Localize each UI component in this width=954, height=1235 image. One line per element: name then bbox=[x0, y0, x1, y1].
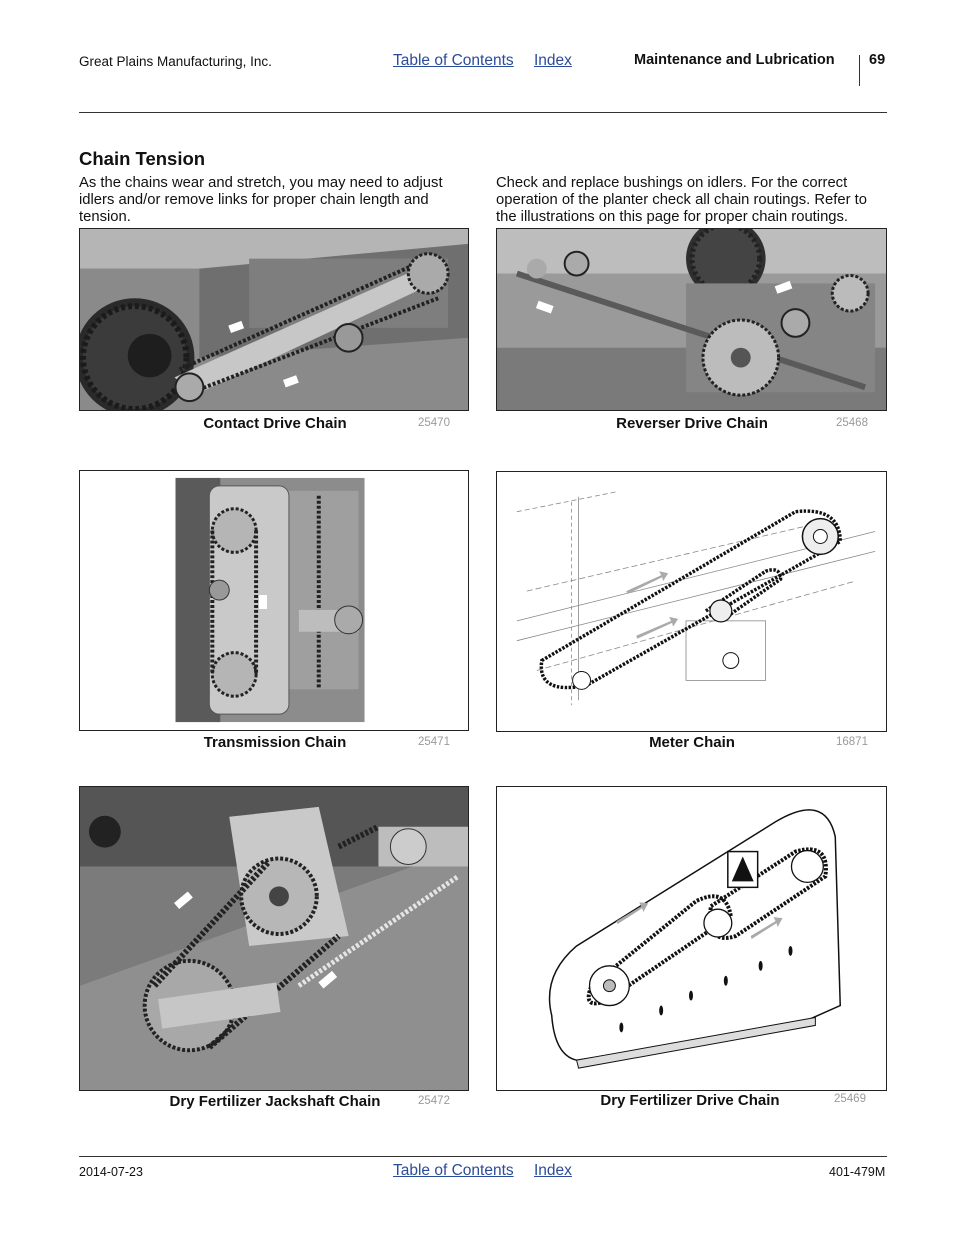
contact-drive-chain-caption: Contact Drive Chain bbox=[203, 415, 347, 432]
meter-chain-number: 16871 bbox=[836, 736, 868, 748]
footer-index-link[interactable]: Index bbox=[534, 1162, 572, 1179]
section-name: Maintenance and Lubrication bbox=[634, 52, 835, 68]
reverser-drive-chain-caption: Reverser Drive Chain bbox=[616, 415, 768, 432]
jackshaft-chain-caption: Dry Fertilizer Jackshaft Chain bbox=[169, 1093, 381, 1110]
intro-right-line: Check and replace bushings on idlers. For the correct bbox=[496, 175, 848, 191]
transmission-chain-number: 25471 bbox=[418, 736, 450, 748]
intro-left bbox=[79, 175, 479, 226]
meter-chain-caption: Meter Chain bbox=[649, 734, 735, 751]
page-number: 69 bbox=[869, 52, 886, 68]
intro-left-line: As the chains wear and stretch, you may need to adjust bbox=[79, 175, 443, 191]
header-index-link[interactable]: Index bbox=[534, 52, 572, 69]
section-title: Chain Tension bbox=[79, 148, 206, 169]
intro-right bbox=[496, 175, 896, 226]
fertilizer-drive-chain-caption: Dry Fertilizer Drive Chain bbox=[600, 1092, 780, 1109]
header-divider bbox=[859, 55, 860, 86]
intro-right-line: the illustrations on this page for proper chain routings. bbox=[496, 209, 849, 225]
header-rule bbox=[79, 112, 887, 113]
header-toc-link[interactable]: Table of Contents bbox=[393, 52, 514, 69]
transmission-chain-caption: Transmission Chain bbox=[203, 734, 347, 751]
jackshaft-chain-number: 25472 bbox=[418, 1095, 450, 1107]
meter-chain-drawing bbox=[496, 471, 887, 732]
intro-left-line: idlers and/or remove links for proper chain length and bbox=[79, 192, 429, 208]
fertilizer-drive-chain-drawing bbox=[496, 786, 887, 1091]
reverser-drive-chain-photo bbox=[496, 228, 887, 411]
intro-left-line: tension. bbox=[79, 209, 131, 225]
transmission-chain-frame bbox=[79, 470, 469, 731]
jackshaft-chain-photo bbox=[79, 786, 469, 1091]
footer-date: 2014-07-23 bbox=[79, 1165, 143, 1179]
intro-right-line: operation of the planter check all chain routings. Refer to bbox=[496, 192, 867, 208]
fertilizer-drive-chain-number: 25469 bbox=[834, 1093, 866, 1105]
company-name: Great Plains Manufacturing, Inc. bbox=[79, 54, 272, 69]
reverser-drive-chain-number: 25468 bbox=[836, 417, 868, 429]
transmission-chain-photo bbox=[176, 478, 365, 722]
contact-drive-chain-photo bbox=[79, 228, 469, 411]
contact-drive-chain-number: 25470 bbox=[418, 417, 450, 429]
footer-toc-link[interactable]: Table of Contents bbox=[393, 1162, 514, 1179]
footer-doc-number: 401-479M bbox=[829, 1165, 886, 1179]
footer-rule bbox=[79, 1156, 887, 1157]
